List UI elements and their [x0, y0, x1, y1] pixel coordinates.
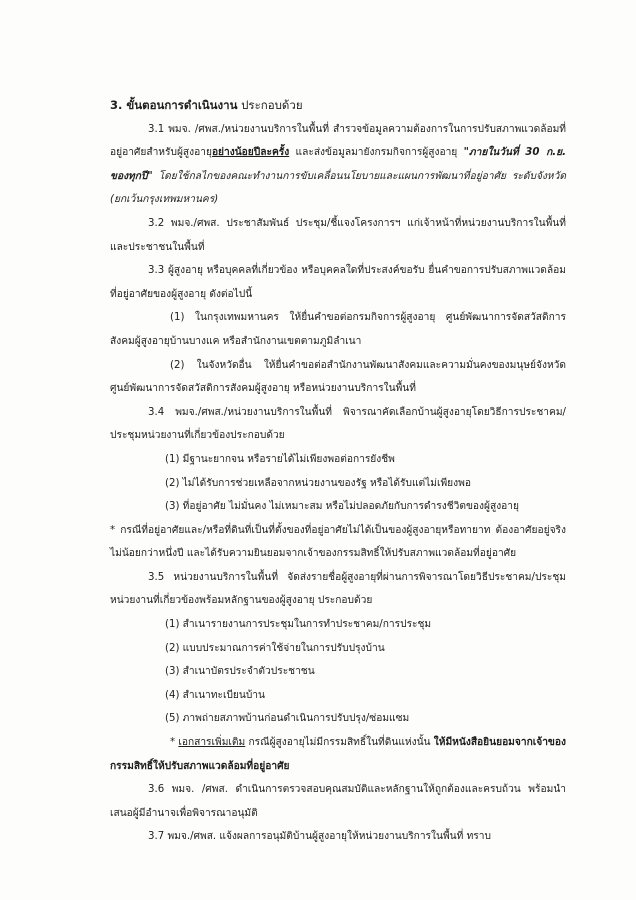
- additional-consent: ให้มีหนังสือยินยอมจากเจ้าของกรรมสิทธิ์ให้ปรับสภาพแวดล้อมที่อยู่อาศัย: [110, 737, 566, 772]
- criterion-3: (3) ที่อยู่อาศัย ไม่มั่นคง ไม่เหมาะสม หรือไม่ปลอดภัยกับการดำรงชีวิตของผู้สูงอายุ: [165, 501, 519, 513]
- paragraph-3-3-item-2: (2) ในจังหวัดอื่น ให้ยื่นคำขอต่อสำนักงานพัฒนาสังคมและความมั่นคงของมนุษย์จังหวัด ศูนย์พัฒนาการจัดสวัสดิการสังคมผู้สูงอายุ หรือหน่วยงานบริการในพื้นที่: [110, 359, 566, 395]
- additional-star: *: [170, 737, 179, 749]
- document-item-4: (4) สำเนาทะเบียนบ้าน: [165, 689, 265, 701]
- additional-documents: [110, 731, 566, 778]
- p31-frequency: อย่างน้อยปีละครั้ง: [211, 147, 290, 159]
- note-3-4: * กรณีที่อยู่อาศัยและ/หรือที่ดินที่เป็นที่ตั้งของที่อยู่อาศัยไม่ได้เป็นของผู้สูงอายุหรือทายาท ต้องอาศัยอยู่จริงไม่น้อยกว่าหนึ่งปี และได้รับความยินยอมจากเจ้าของกรรมสิทธิ์ให้ปรับสภาพแวดล้อมที่อยู่อาศัย: [110, 524, 566, 560]
- paragraph-3-4: 3.4 พมจ./ศพส./หน่วยงานบริการในพื้นที่ พิจารณาคัดเลือกบ้านผู้สูงอายุโดยวิธีการประชาคม/ประชุมหน่วยงานที่เกี่ยวข้องประกอบด้วย: [110, 406, 566, 442]
- p31-text-2: และส่งข้อมูลมายังกรมกิจการผู้สูงอายุ: [289, 147, 464, 159]
- paragraph-3-1: [110, 118, 566, 212]
- document-item-3: (3) สำเนาบัตรประจำตัวประชาชน: [165, 666, 315, 678]
- additional-label: เอกสารเพิ่มเติม: [178, 737, 246, 749]
- additional-text: กรณีผู้สูงอายุไม่มีกรรมสิทธิ์ในที่ดินแห่งนั้น: [245, 737, 434, 749]
- section-heading: [110, 94, 566, 118]
- p31-deadline: "ภายในวันที่ 30 ก.ย. ของทุกปี": [110, 147, 566, 182]
- p31-mechanism: โดยใช้กลไกของคณะทำงานการขับเคลื่อนนโยบายและแผนการพัฒนาที่อยู่อาศัย ระดับจังหวัด (ยกเว้นกรุงเทพมหานคร): [110, 170, 566, 206]
- paragraph-3-2: 3.2 พมจ./ศพส. ประชาสัมพันธ์ ประชุม/ชี้แจงโครงการฯ แก่เจ้าหน้าที่หน่วยงานบริการในพื้นที่และประชาชนในพื้นที่: [110, 217, 566, 253]
- criterion-1: (1) มีฐานะยากจน หรือรายได้ไม่เพียงพอต่อการยังชีพ: [165, 453, 395, 465]
- paragraph-3-7: 3.7 พมจ./ศพส. แจ้งผลการอนุมัติบ้านผู้สูงอายุให้หน่วยงานบริการในพื้นที่ ทราบ: [148, 831, 491, 843]
- document-item-5: (5) ภาพถ่ายสภาพบ้านก่อนดำเนินการปรับปรุง/ซ่อมแซม: [165, 713, 410, 725]
- document-body: [110, 94, 566, 849]
- section-title-rest: ประกอบด้วย: [237, 98, 303, 112]
- section-title: 3. ขั้นตอนการดำเนินงาน: [110, 98, 238, 112]
- paragraph-3-3: 3.3 ผู้สูงอายุ หรือบุคคลที่เกี่ยวข้อง หรือบุคคลใดที่ประสงค์ขอรับ ยื่นคำขอการปรับสภาพแวดล้อมที่อยู่อาศัยของผู้สูงอายุ ดังต่อไปนี้: [110, 265, 566, 300]
- paragraph-3-3-item-1: (1) ในกรุงเทพมหานคร ให้ยื่นคำขอต่อกรมกิจการผู้สูงอายุ ศูนย์พัฒนาการจัดสวัสดิการสังคมผู้สูงอายุบ้านบางแค หรือสำนักงานเขตตามภูมิลำเนา: [110, 312, 566, 347]
- paragraph-3-5: 3.5 หน่วยงานบริการในพื้นที่ จัดส่งรายชื่อผู้สูงอายุที่ผ่านการพิจารณาโดยวิธีประชาคม/ประชุมหน่วยงานที่เกี่ยวข้องพร้อมหลักฐานของผู้สูงอายุ ประกอบด้วย: [110, 571, 566, 607]
- p31-text: 3.1 พมจ. /ศพส./หน่วยงานบริการในพื้นที่ สำรวจข้อมูลความต้องการในการปรับสภาพแวดล้อมที่อยู่อาศัยสำหรับผู้สูงอายุ: [110, 123, 566, 159]
- document-item-1: (1) สำเนารายงานการประชุมในการทำประชาคม/การประชุม: [165, 619, 432, 631]
- paragraph-3-6: 3.6 พมจ. /ศพส. ดำเนินการตรวจสอบคุณสมบัติและหลักฐานให้ถูกต้องและครบถ้วน พร้อมนำเสนอผู้มีอำนาจเพื่อพิจารณาอนุมัติ: [110, 784, 566, 819]
- document-item-2: (2) แบบประมาณการค่าใช้จ่ายในการปรับปรุงบ้าน: [165, 642, 385, 654]
- criterion-2: (2) ไม่ได้รับการช่วยเหลือจากหน่วยงานของรัฐ หรือได้รับแต่ไม่เพียงพอ: [165, 477, 471, 489]
